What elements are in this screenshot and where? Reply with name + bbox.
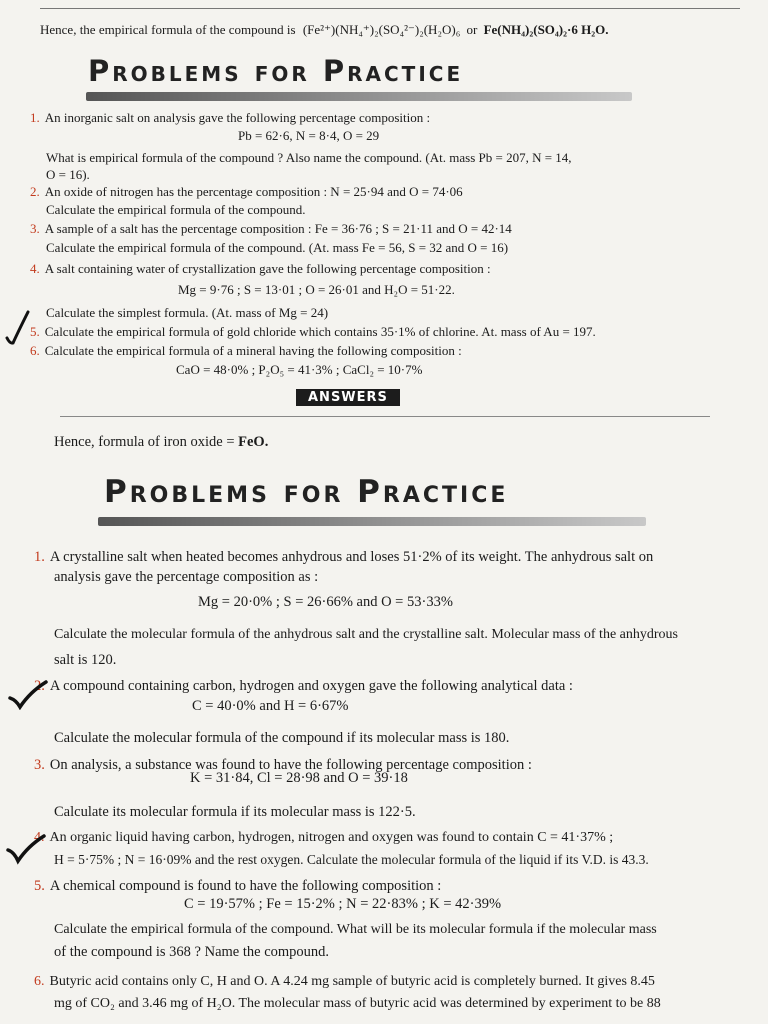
s1-q5-number: 5. <box>30 324 40 339</box>
s1-q3-text: A sample of a salt has the percentage composition : Fe = 36·76 ; S = 21·11 and O = 42·14 <box>44 221 512 236</box>
answers-label: ANSWERS <box>296 389 400 406</box>
mid-formula: FeO. <box>238 434 269 450</box>
s2-q1-text: A crystalline salt when heated becomes anhydrous and loses 51·2% of its weight. The anhydrous salt on <box>49 549 654 565</box>
s1-q2-number: 2. <box>30 184 40 199</box>
s2-q1-text4: salt is 120. <box>54 652 117 668</box>
s1-q4-text2: Calculate the simplest formula. (At. mass of Mg = 24) <box>46 305 329 320</box>
s1-q3-number: 3. <box>30 221 40 236</box>
s1-q1-text: An inorganic salt on analysis gave the following percentage composition : <box>44 110 431 125</box>
s1-q4-number: 4. <box>30 261 40 276</box>
s2-q1-number: 1. <box>34 549 45 565</box>
s2-q6-text: Butyric acid contains only C, H and O. A 4.24 mg sample of butyric acid is completely burned. It gives 8.45 <box>49 974 655 989</box>
s1-q1 <box>30 110 430 126</box>
s2-q4 <box>34 830 613 846</box>
intro-line <box>40 22 609 38</box>
s2-q3-data: K = 31·84, Cl = 28·98 and O = 39·18 <box>190 770 408 786</box>
mid-text: Hence, formula of iron oxide = <box>54 434 235 450</box>
s2-q5-data: C = 19·57% ; Fe = 15·2% ; N = 22·83% ; K = 42·39% <box>184 896 502 912</box>
s1-q2-text: An oxide of nitrogen has the percentage composition : N = 25·94 and O = 74·06 <box>44 184 463 199</box>
s1-q3 <box>30 221 512 237</box>
s1-q6 <box>30 343 462 359</box>
s2-q3-text2: Calculate its molecular formula if its molecular mass is 122·5. <box>54 804 416 820</box>
s1-q5-text: Calculate the empirical formula of gold chloride which contains 35·1% of chlorine. At. mass of Au = 197. <box>44 324 596 339</box>
intro-formula: Fe(NH₄)₂(SO₄)₂·6 H₂O. <box>483 22 609 37</box>
mid-line <box>54 434 268 451</box>
s1-q6-number: 6. <box>30 343 40 358</box>
s2-q1-data: Mg = 20·0% ; S = 26·66% and O = 53·33% <box>198 594 453 610</box>
check-mark-icon <box>8 678 48 710</box>
s2-q4-number: 4. <box>34 830 45 845</box>
check-mark-icon <box>4 310 30 346</box>
s2-q6 <box>34 974 655 990</box>
s2-q2 <box>34 678 573 695</box>
s2-q5-number: 5. <box>34 878 45 894</box>
s2-q5 <box>34 878 441 895</box>
s2-q1-text2: analysis gave the percentage composition as : <box>54 569 319 585</box>
s1-q3-text2: Calculate the empirical formula of the compound. (At. mass Fe = 56, S = 32 and O = 16) <box>46 240 509 255</box>
intro-formula-ionic: (Fe²⁺)(NH₄⁺)₂(SO₄²⁻)₂(H₂O)₆ <box>302 22 461 37</box>
s1-q1-text2: What is empirical formula of the compound ? Also name the compound. (At. mass Pb = 207, N = 14, <box>46 150 572 165</box>
s2-q5-text: A chemical compound is found to have the following composition : <box>49 878 442 894</box>
section2-heading: Problems for Practice <box>104 474 509 510</box>
intro-text: Hence, the empirical formula of the compound is <box>40 22 296 37</box>
s1-q4-data: Mg = 9·76 ; S = 13·01 ; O = 26·01 and H₂O = 51·22. <box>178 282 455 297</box>
answers-rule <box>60 416 710 417</box>
s2-q4-text2: H = 5·75% ; N = 16·09% and the rest oxygen. Calculate the molecular formula of the liquid if its V.D. is 43.3. <box>54 852 649 867</box>
s2-q2-text2: Calculate the molecular formula of the compound if its molecular mass is 180. <box>54 730 510 746</box>
s2-q3-number: 3. <box>34 757 45 773</box>
s1-q2 <box>30 184 463 200</box>
s2-q1 <box>34 549 653 566</box>
s2-q3-text: On analysis, a substance was found to have the following percentage composition : <box>49 757 532 773</box>
s1-q6-text: Calculate the empirical formula of a mineral having the following composition : <box>44 343 462 358</box>
section2-heading-bar <box>98 517 646 526</box>
s1-q6-data: CaO = 48·0% ; P₂O₅ = 41·3% ; CaCl₂ = 10·7% <box>176 362 423 377</box>
check-mark-icon <box>6 834 46 866</box>
intro-or: or <box>466 22 478 37</box>
top-rule <box>40 8 740 9</box>
s2-q4-text: An organic liquid having carbon, hydrogen, nitrogen and oxygen was found to contain C = 41·37% ; <box>49 830 614 845</box>
s2-q5-text3: of the compound is 368 ? Name the compound. <box>54 944 330 960</box>
s2-q6-number: 6. <box>34 974 45 989</box>
s1-q5 <box>30 324 596 340</box>
s1-q4 <box>30 261 491 277</box>
s2-q6-text2: mg of CO₂ and 3.46 mg of H₂O. The molecular mass of butyric acid was determined by experiment to be 88 <box>54 996 661 1011</box>
s2-q2-number: 2. <box>34 678 45 694</box>
section1-heading: Problems for Practice <box>88 54 464 88</box>
section1-heading-bar <box>86 92 632 101</box>
s1-q2-text2: Calculate the empirical formula of the compound. <box>46 202 306 217</box>
s1-q4-text: A salt containing water of crystallization gave the following percentage composition : <box>44 261 491 276</box>
s2-q2-data: C = 40·0% and H = 6·67% <box>192 698 349 714</box>
s1-q1-data: Pb = 62·6, N = 8·4, O = 29 <box>238 128 380 143</box>
s2-q2-text: A compound containing carbon, hydrogen and oxygen gave the following analytical data : <box>49 678 573 694</box>
s1-q1-number: 1. <box>30 110 40 125</box>
s2-q1-text3: Calculate the molecular formula of the anhydrous salt and the crystalline salt. Molecular mass of the anhydrous <box>54 627 678 642</box>
s2-q5-text2: Calculate the empirical formula of the compound. What will be its molecular formula if the molecular mass <box>54 922 657 937</box>
s1-q1-text3: O = 16). <box>46 167 90 182</box>
